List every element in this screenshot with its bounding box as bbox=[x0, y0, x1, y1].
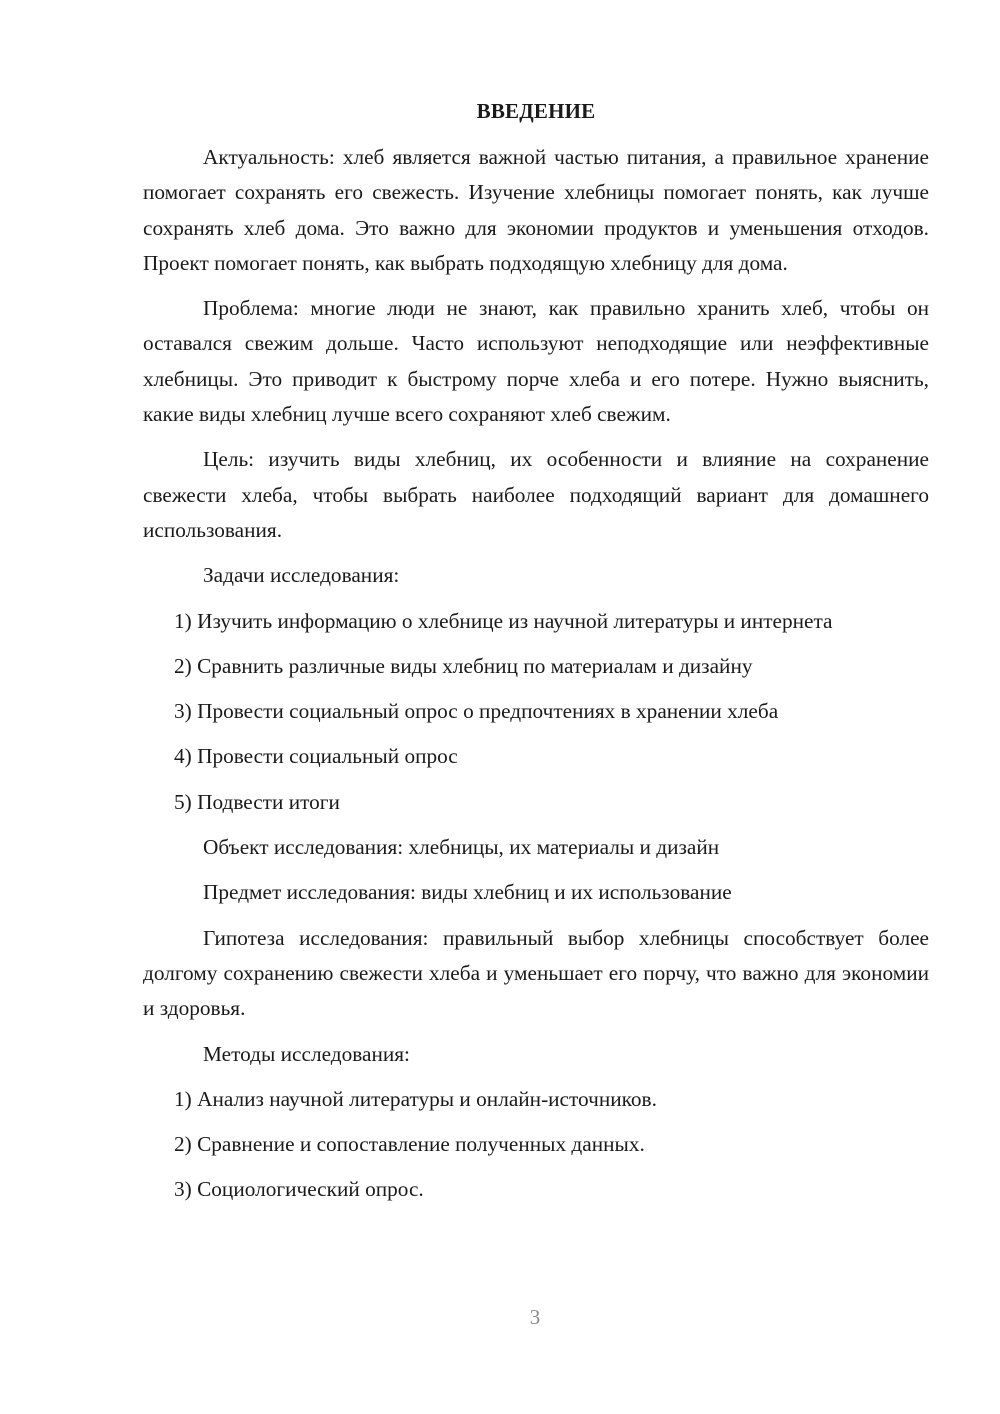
document-page bbox=[143, 96, 929, 1218]
relevance-paragraph: Актуальность: хлеб является важной частью питания, а правильное хранение помогает сохранять его свежесть. Изучение хлебницы помогает понять, как лучше сохранять хлеб дома. Это важно для экономии продуктов и уменьшения отходов. Проект помогает понять, как выбрать подходящую хлебницу для дома. bbox=[143, 145, 929, 275]
task-item: 4) Провести социальный опрос bbox=[174, 744, 458, 769]
method-item: 1) Анализ научной литературы и онлайн-источников. bbox=[174, 1086, 657, 1111]
page-number: 3 bbox=[529, 1305, 541, 1329]
goal-paragraph: Цель: изучить виды хлебниц, их особенности и влияние на сохранение свежести хлеба, чтобы выбрать наиболее подходящий вариант для домашнего использования. bbox=[143, 447, 929, 542]
subject-paragraph: Предмет исследования: виды хлебниц и их использование bbox=[203, 880, 732, 905]
method-item: 3) Социологический опрос. bbox=[174, 1177, 424, 1202]
method-item: 2) Сравнение и сопоставление полученных данных. bbox=[174, 1132, 645, 1157]
object-paragraph: Объект исследования: хлебницы, их материалы и дизайн bbox=[203, 835, 720, 860]
task-item: 1) Изучить информацию о хлебнице из научной литературы и интернета bbox=[174, 608, 833, 633]
problem-paragraph: Проблема: многие люди не знают, как правильно хранить хлеб, чтобы он оставался свежим дольше. Часто используют неподходящие или неэффективные хлебницы. Это приводит к быстрому порче хлеба и его потере. Нужно выяснить, какие виды хлебниц лучше всего сохраняют хлеб свежим. bbox=[143, 296, 929, 427]
methods-heading: Методы исследования: bbox=[203, 1041, 410, 1066]
hypothesis-paragraph: Гипотеза исследования: правильный выбор хлебницы способствует более долгому сохранению свежести хлеба и уменьшает его порчу, что важно для экономии и здоровья. bbox=[143, 925, 929, 1021]
task-item: 3) Провести социальный опрос о предпочтениях в хранении хлеба bbox=[174, 699, 779, 724]
task-item: 2) Сравнить различные виды хлебниц по материалам и дизайну bbox=[174, 653, 753, 678]
tasks-list bbox=[143, 604, 929, 820]
methods-list bbox=[143, 1082, 929, 1208]
task-item: 5) Подвести итоги bbox=[174, 789, 340, 814]
section-title: ВВЕДЕНИЕ bbox=[476, 99, 596, 123]
tasks-heading: Задачи исследования: bbox=[203, 563, 400, 588]
